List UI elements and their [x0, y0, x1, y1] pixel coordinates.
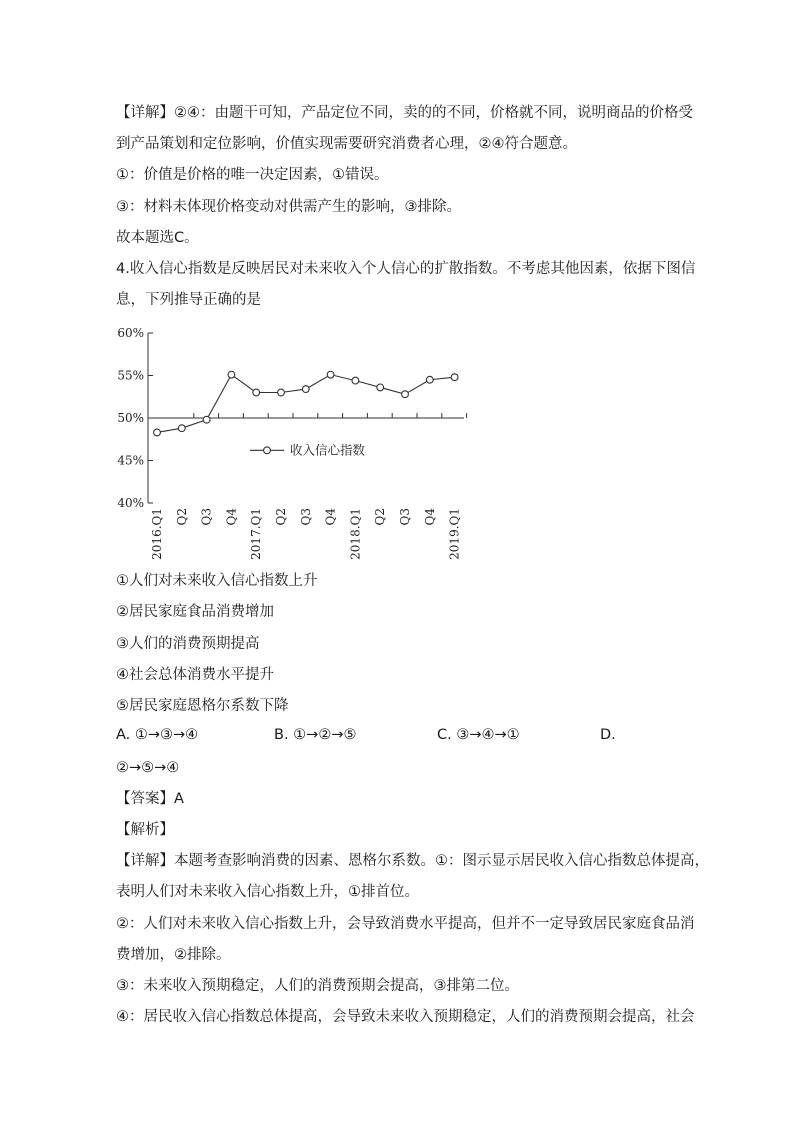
analysis-line-1: 【详解】本题考查影响消费的因素、恩格尔系数。①：图示显示居民收入信心指数总体提高， — [116, 853, 709, 869]
question-4-stem-2: 息，下列推导正确的是 — [116, 292, 261, 308]
analysis-header: 【解析】 — [116, 822, 174, 838]
analysis-line-3: ②：人们对未来收入信心指数上升，会导致消费水平提高，但并不一定导致居民家庭食品消 — [116, 916, 695, 932]
x-tick-label: Q2 — [174, 508, 189, 526]
x-tick-label: 2017.Q1 — [249, 508, 264, 560]
text-line-1: 【详解】②④：由题干可知，产品定位不同，卖的的不同，价格就不同，说明商品的价格受 — [116, 105, 693, 121]
data-point — [402, 391, 409, 398]
data-point — [302, 386, 309, 393]
x-tick-label: Q4 — [323, 508, 338, 526]
x-tick-label: 2016.Q1 — [150, 508, 164, 560]
x-tick-label: Q3 — [398, 508, 412, 526]
legend-marker — [264, 447, 271, 454]
data-point — [178, 425, 185, 432]
x-tick-label: Q2 — [373, 508, 388, 526]
income-confidence-line-chart — [112, 320, 482, 565]
x-tick-label: 2018.Q1 — [348, 508, 363, 560]
text-line-2: 到产品策划和定位影响，价值实现需要研究消费者心理，②④符合题意。 — [116, 136, 577, 152]
data-point — [352, 377, 359, 384]
data-point — [154, 429, 161, 436]
x-tick-label: Q2 — [274, 508, 288, 526]
data-point — [426, 376, 433, 383]
option-d: D. — [600, 727, 616, 743]
data-point — [278, 389, 285, 396]
x-tick-label: Q3 — [298, 508, 313, 526]
x-tick-label: Q4 — [422, 508, 437, 526]
data-point — [203, 416, 210, 423]
x-tick-label: 2019.Q1 — [447, 508, 462, 560]
statement-4: ④社会总体消费水平提升 — [116, 667, 274, 683]
y-tick-label: 55% — [117, 368, 144, 383]
statement-3: ③人们的消费预期提高 — [116, 636, 260, 652]
data-point — [253, 389, 260, 396]
option-c: C. ③→④→① — [437, 727, 520, 743]
statement-2: ②居民家庭食品消费增加 — [116, 604, 274, 620]
option-b: B. ①→②→⑤ — [274, 727, 357, 743]
answer-options — [116, 727, 716, 749]
x-tick-label: Q3 — [199, 508, 214, 526]
analysis-line-4: 费增加，②排除。 — [116, 947, 231, 963]
data-point — [451, 374, 458, 381]
option-d-content: ②→⑤→④ — [116, 760, 180, 776]
data-point — [377, 384, 384, 391]
x-tick-label: Q4 — [224, 508, 239, 526]
text-line-3: ①：价值是价格的唯一决定因素，①错误。 — [116, 167, 389, 183]
text-line-4: ③：材料未体现价格变动对供需产生的影响，③排除。 — [116, 199, 461, 215]
series-line-income-confidence — [157, 375, 455, 433]
analysis-line-6: ④：居民收入信心指数总体提高，会导致未来收入预期稳定，人们的消费预期会提高，社会 — [116, 1009, 695, 1025]
legend-label: 收入信心指数 — [290, 442, 366, 458]
y-tick-label: 60% — [117, 326, 144, 340]
analysis-line-2: 表明人们对未来收入信心指数上升，①排首位。 — [116, 884, 419, 900]
answer-label: 【答案】A — [116, 791, 184, 807]
text-line-5: 故本题选C。 — [116, 230, 199, 246]
option-a: A. ①→③→④ — [116, 727, 199, 743]
statement-5: ⑤居民家庭恩格尔系数下降 — [116, 698, 289, 714]
statement-1: ①人们对未来收入信心指数上升 — [116, 573, 318, 589]
data-point — [228, 371, 235, 378]
question-4-stem-1: 4.收入信心指数是反映居民对未来收入个人信心的扩散指数。不考虑其他因素，依据下图信 — [116, 261, 696, 277]
y-tick-label: 45% — [117, 453, 144, 468]
data-point — [327, 371, 334, 378]
analysis-line-5: ③：未来收入预期稳定，人们的消费预期会提高，③排第二位。 — [116, 978, 519, 994]
y-tick-label: 50% — [117, 411, 144, 425]
y-tick-label: 40% — [117, 496, 144, 510]
